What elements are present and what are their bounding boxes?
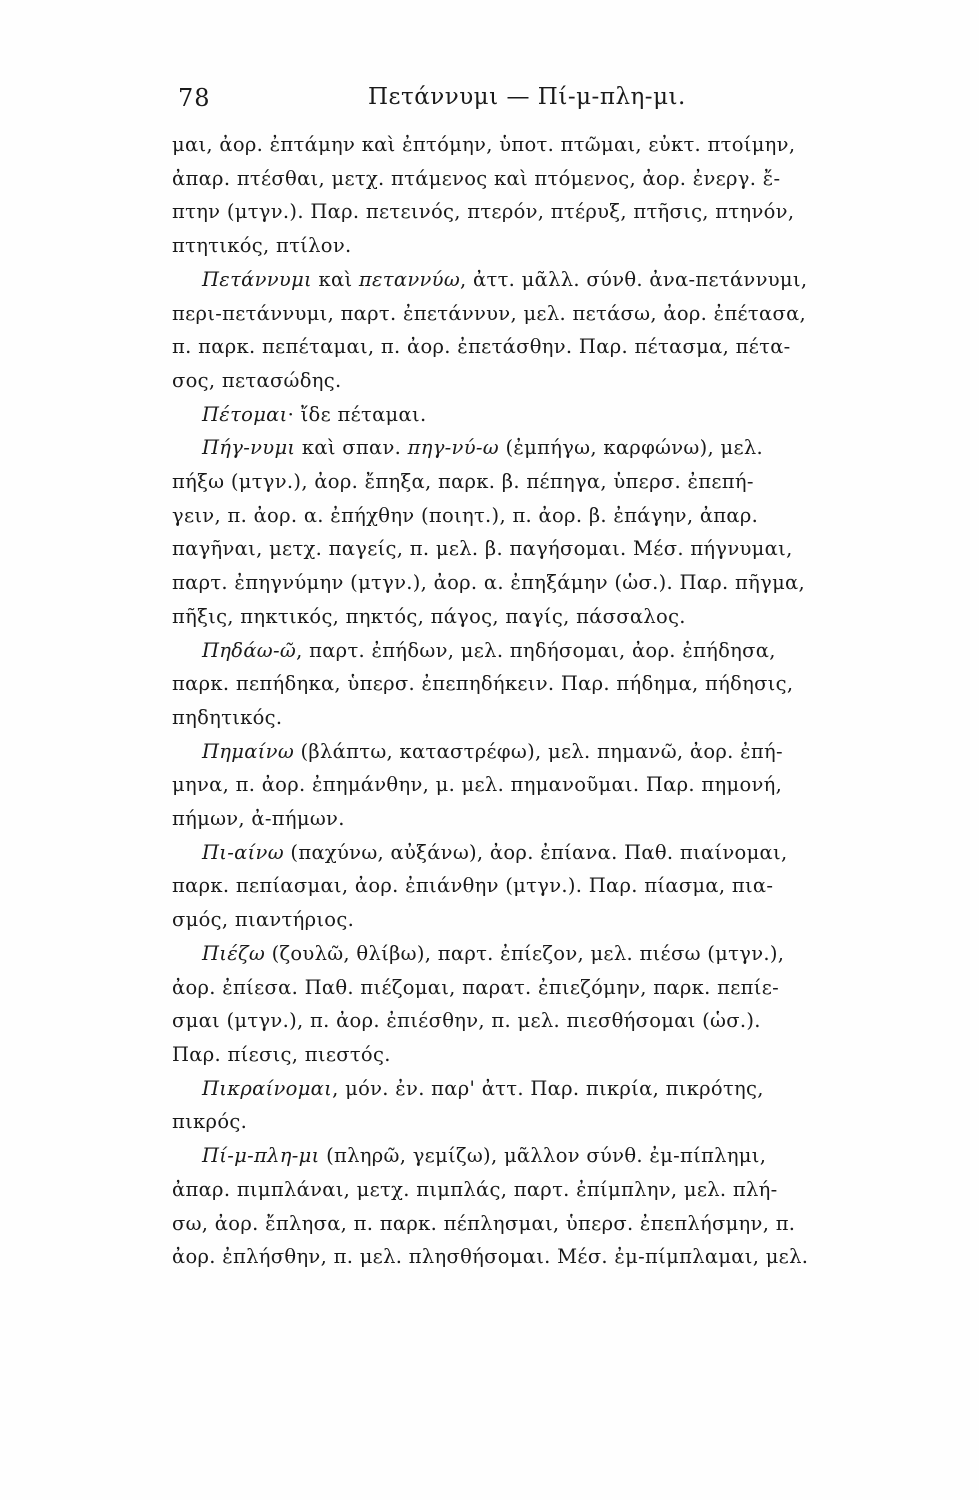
text-line (172, 1139, 852, 1173)
line-text: μαι, ἀορ. ἐπτάμην καὶ ἐπτόμην, ὑποτ. πτῶμαι, εὐκτ. πτοίμην, (172, 133, 796, 156)
line-text: ἀορ. ἐπλήσθην, π. μελ. πλησθήσομαι. Μέσ. ἐμ-πίμπλαμαι, μελ. (172, 1245, 809, 1269)
headword: Πετάννυμι (202, 267, 313, 291)
line-text: μηνα, π. ἀορ. ἐπημάνθην, μ. μελ. πημανοῦμαι. Παρ. πημονή, (172, 773, 783, 797)
headword: πεταννύω (358, 267, 461, 291)
text-line (172, 1004, 852, 1038)
text-line (172, 802, 852, 836)
line-text: ἀορ. ἐπίεσα. Παθ. πιέζομαι, παρατ. ἐπιεζόμην, παρκ. πεπίε- (172, 975, 779, 999)
line-text: πτην (μτγν.). Παρ. πετεινός, πτερόν, πτέρυξ, πτῆσις, πτηνόν, (172, 200, 795, 224)
text-line (172, 431, 852, 465)
line-text: καὶ σπαν. (295, 436, 408, 460)
headword: Πήγ-νυμι (202, 436, 296, 460)
text-line (172, 398, 852, 432)
text-line (172, 667, 852, 701)
text-line (172, 263, 852, 297)
headword: πηγ-νύ-ω (407, 436, 499, 460)
text-line (172, 1105, 852, 1139)
line-text: πῆξις, πηκτικός, πηκτός, πάγος, παγίς, πάσσαλος. (172, 604, 686, 628)
text-line (172, 364, 852, 398)
headword: Πιέζω (202, 941, 266, 965)
line-text: πήμων, ἀ-πήμων. (172, 807, 345, 831)
line-text: σω, ἀορ. ἔπλησα, π. παρκ. πέπλησμαι, ὑπερσ. ἐπεπλήσμην, π. (172, 1211, 796, 1235)
line-text: (ζουλῶ, θλίβω), παρτ. ἐπίεζον, μελ. πιέσω (μτγν.), (265, 941, 785, 965)
text-line (172, 229, 852, 263)
text-line (172, 903, 852, 937)
line-text: παρκ. πεπήδηκα, ὑπερσ. ἐπεπηδήκειν. Παρ. πήδημα, πήδησις, (172, 672, 794, 696)
line-text: παρτ. ἐπηγνύμην (μτγν.), ἀορ. α. ἐπηξάμην (ὡσ.). Παρ. πῆγμα, (172, 571, 806, 595)
line-text: (πληρῶ, γεμίζω), μᾶλλον σύνθ. ἐμ-πίπλημι, (319, 1144, 767, 1168)
text-line (172, 566, 852, 600)
text-line (172, 768, 852, 802)
page-header (178, 84, 858, 120)
text-line (172, 1240, 852, 1274)
headword: Πι-αίνω (202, 840, 284, 864)
line-text: πήξω (μτγν.), ἀορ. ἔπηξα, παρκ. β. πέπηγα, ὑπερσ. ἐπεπή- (172, 470, 754, 494)
line-text: γειν, π. ἀορ. α. ἐπήχθην (ποιητ.), π. ἀορ. β. ἐπάγην, ἀπαρ. (172, 503, 759, 527)
text-line (172, 735, 852, 769)
text-line (172, 869, 852, 903)
line-text: πτητικός, πτίλον. (172, 234, 352, 258)
line-text: ἀπαρ. πιμπλάναι, μετχ. πιμπλάς, παρτ. ἐπίμπλην, μελ. πλή- (172, 1177, 778, 1201)
line-text: (ἐμπήγω, καρφώνω), μελ. (498, 436, 764, 460)
line-text: , ἀττ. μᾶλλ. σύνθ. ἀνα-πετάννυμι, (460, 267, 808, 291)
text-line (172, 701, 852, 735)
line-text: · ἴδε πέταμαι. (287, 402, 427, 426)
text-line (172, 1038, 852, 1072)
text-line (172, 836, 852, 870)
text-line (172, 195, 852, 229)
line-text: (βλάπτω, καταστρέφω), μελ. πημανῶ, ἀορ. ἐπή- (294, 739, 783, 763)
text-line (172, 1207, 852, 1241)
body-text (172, 128, 852, 1274)
line-text: περι-πετάννυμι, παρτ. ἐπετάννυν, μελ. πετάσω, ἀορ. ἐπέτασα, (172, 301, 807, 325)
line-text: καὶ (312, 267, 359, 291)
text-line (172, 1173, 852, 1207)
line-text: (παχύνω, αὐξάνω), ἀορ. ἐπίανα. Παθ. πιαίνομαι, (283, 840, 788, 864)
line-text: ἀπαρ. πτέσθαι, μετχ. πτάμενος καὶ πτόμενος, ἀορ. ἐνεργ. ἔ- (172, 166, 781, 190)
text-line (172, 330, 852, 364)
headword: Πηδάω-ῶ (202, 638, 297, 662)
headword: Πικραίνομαι (202, 1076, 333, 1100)
text-line (172, 465, 852, 499)
text-line (172, 532, 852, 566)
text-line (172, 162, 852, 196)
headword: Πημαίνω (202, 739, 295, 763)
line-text: σμός, πιαντήριος. (172, 908, 355, 932)
line-text: πικρός. (172, 1110, 248, 1134)
line-text: π. παρκ. πεπέταμαι, π. ἀορ. ἐπετάσθην. Παρ. πέτασμα, πέτα- (172, 335, 791, 359)
headword: Πί-μ-πλη-μι (202, 1144, 320, 1168)
headword: Πέτομαι (202, 402, 288, 426)
line-text: , παρτ. ἐπήδων, μελ. πηδήσομαι, ἀορ. ἐπήδησα, (296, 638, 776, 662)
text-line (172, 600, 852, 634)
line-text: παρκ. πεπίασμαι, ἀορ. ἐπιάνθην (μτγν.). Παρ. πίασμα, πια- (172, 874, 774, 898)
text-line (172, 499, 852, 533)
line-text: παγῆναι, μετχ. παγείς, π. μελ. β. παγήσομαι. Μέσ. πήγνυμαι, (172, 537, 793, 561)
line-text: σος, πετασώδης. (172, 368, 342, 392)
line-text: Παρ. πίεσις, πιεστός. (172, 1042, 391, 1066)
line-text: , μόν. ἐν. παρ' ἀττ. Παρ. πικρία, πικρότης, (332, 1076, 764, 1100)
line-text: πηδητικός. (172, 705, 283, 729)
text-line (172, 971, 852, 1005)
text-line (172, 128, 852, 162)
text-line (172, 297, 852, 331)
line-text: σμαι (μτγν.), π. ἀορ. ἐπιέσθην, π. μελ. πιεσθήσομαι (ὡσ.). (172, 1009, 761, 1033)
page-number: 78 (178, 84, 211, 112)
running-head: Πετάννυμι — Πί-μ-πλη-μι. (368, 84, 686, 110)
text-line (172, 1072, 852, 1106)
text-line (172, 634, 852, 668)
text-line (172, 937, 852, 971)
